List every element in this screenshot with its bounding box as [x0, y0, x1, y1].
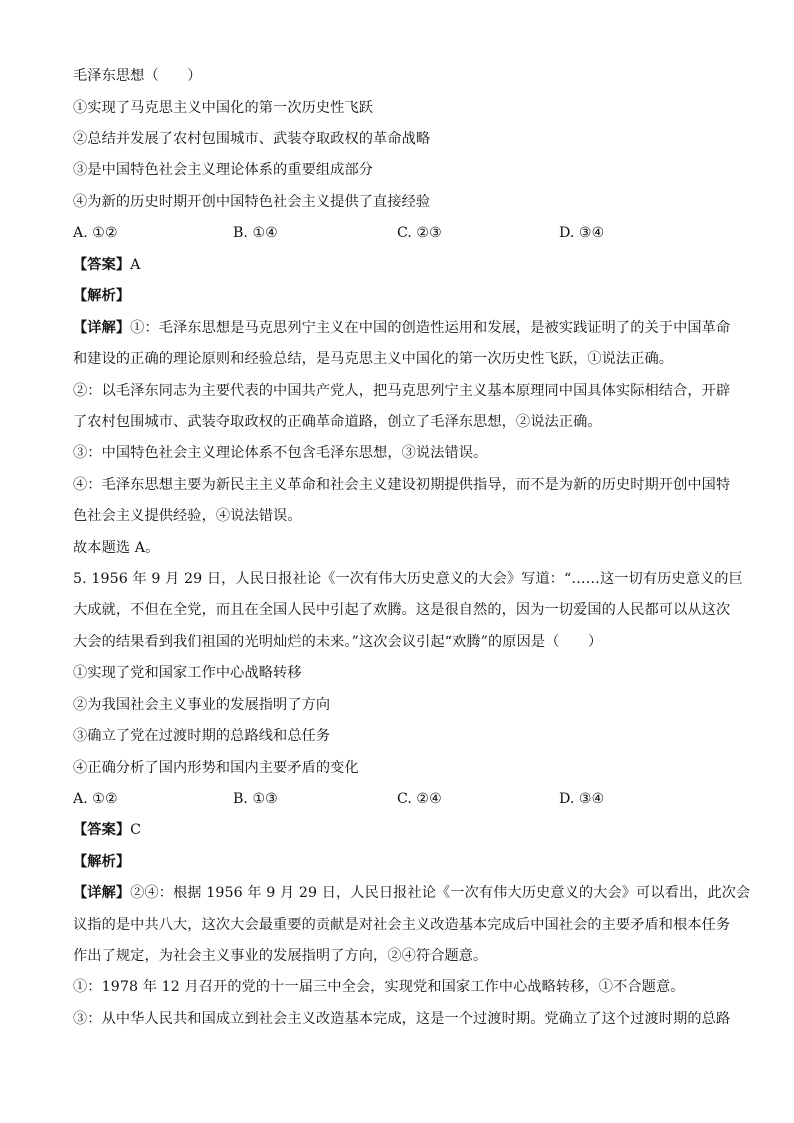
- q4-detail-label: 【详解】: [73, 320, 131, 336]
- q5-item-4: ④正确分析了国内形势和国内主要矛盾的变化: [73, 760, 359, 776]
- q4-detail-line-6: ④：毛泽东思想主要为新民主主义革命和社会主义建设初期提供指导，而不是为新的历史时期开创中国特: [73, 477, 731, 493]
- q4-detail-line-2: 和建设的正确的理论原则和经验总结，是马克思主义中国化的第一次历史性飞跃，①说法正确。: [73, 351, 674, 367]
- q4-answer-label: 【答案】: [73, 257, 131, 273]
- q4-option-a: A. ①②: [73, 225, 118, 241]
- q5-detail-text-1: ②④：根据 1956 年 9 月 29 日，人民日报社论《一次有伟大历史意义的大会》可以看出，此次会: [130, 885, 751, 901]
- q4-item-4: ④为新的历史时期开创中国特色社会主义提供了直接经验: [73, 194, 431, 210]
- q5-detail-line-3: 作出了规定，为社会主义事业的发展指明了方向，②④符合题意。: [73, 948, 488, 964]
- q5-analysis-label: 【解析】: [73, 854, 131, 870]
- q4-stem: 毛泽东思想（ ）: [73, 68, 202, 84]
- q5-answer-value: C: [130, 822, 142, 838]
- q4-option-d: D. ③④: [559, 225, 605, 241]
- q4-detail-line-7: 色社会主义提供经验，④说法错误。: [73, 508, 302, 524]
- q5-detail-line-5: ③：从中华人民共和国成立到社会主义改造基本完成，这是一个过渡时期。党确立了这个过渡时期的总路: [73, 1011, 731, 1027]
- q4-item-2: ②总结并发展了农村包围城市、武装夺取政权的革命战略: [73, 131, 431, 147]
- q5-stem-line-2: 大成就，不但在全党，而且在全国人民中引起了欢腾。这是很自然的，因为一切爱国的人民都可以从这次: [73, 602, 731, 618]
- q4-options: [73, 223, 723, 243]
- q5-options: [73, 789, 723, 809]
- q5-stem-line-3: 大会的结果看到我们祖国的光明灿烂的未来。”这次会议引起“欢腾”的原因是（ ）: [73, 634, 603, 650]
- q5-answer-label: 【答案】: [73, 822, 131, 838]
- q4-item-1: ①实现了马克思主义中国化的第一次历史性飞跃: [73, 100, 374, 116]
- q4-analysis-label: 【解析】: [73, 288, 131, 304]
- q5-option-a: A. ①②: [73, 791, 118, 807]
- q4-item-3: ③是中国特色社会主义理论体系的重要组成部分: [73, 162, 374, 178]
- q5-detail-line-1: [73, 883, 751, 903]
- q5-item-2: ②为我国社会主义事业的发展指明了方向: [73, 697, 331, 713]
- q4-answer: [73, 255, 723, 275]
- q4-option-c: C. ②③: [397, 225, 442, 241]
- q4-answer-value: A: [130, 257, 141, 273]
- q5-detail-label: 【详解】: [73, 885, 131, 901]
- q5-option-c: C. ②④: [397, 791, 442, 807]
- q5-option-b: B. ①③: [233, 791, 278, 807]
- q4-detail-line-5: ③：中国特色社会主义理论体系不包含毛泽东思想，③说法错误。: [73, 445, 488, 461]
- q4-detail-line-4: 了农村包围城市、武装夺取政权的正确革命道路，创立了毛泽东思想，②说法正确。: [73, 414, 602, 430]
- q4-option-b: B. ①④: [233, 225, 278, 241]
- q5-option-d: D. ③④: [559, 791, 605, 807]
- q4-detail-line-1: [73, 318, 731, 338]
- q4-conclusion: 故本题选 A。: [73, 540, 160, 556]
- q5-item-1: ①实现了党和国家工作中心战略转移: [73, 665, 302, 681]
- q5-detail-line-2: 议指的是中共八大，这次大会最重要的贡献是对社会主义改造基本完成后中国社会的主要矛盾和根本任务: [73, 917, 731, 933]
- q4-detail-line-3: ②：以毛泽东同志为主要代表的中国共产党人，把马克思列宁主义基本原理同中国具体实际相结合，开辟: [73, 383, 731, 399]
- q4-detail-text-1: ①：毛泽东思想是马克思列宁主义在中国的创造性运用和发展，是被实践证明了的关于中国革命: [130, 320, 731, 336]
- q5-item-3: ③确立了党在过渡时期的总路线和总任务: [73, 728, 331, 744]
- q5-answer: [73, 820, 723, 840]
- q5-detail-line-4: ①：1978 年 12 月召开的党的十一届三中全会，实现党和国家工作中心战略转移，①不合题意。: [73, 979, 685, 995]
- q5-stem-line-1: 5. 1956 年 9 月 29 日，人民日报社论《一次有伟大历史意义的大会》写道：“……这一切有历史意义的巨: [73, 571, 743, 587]
